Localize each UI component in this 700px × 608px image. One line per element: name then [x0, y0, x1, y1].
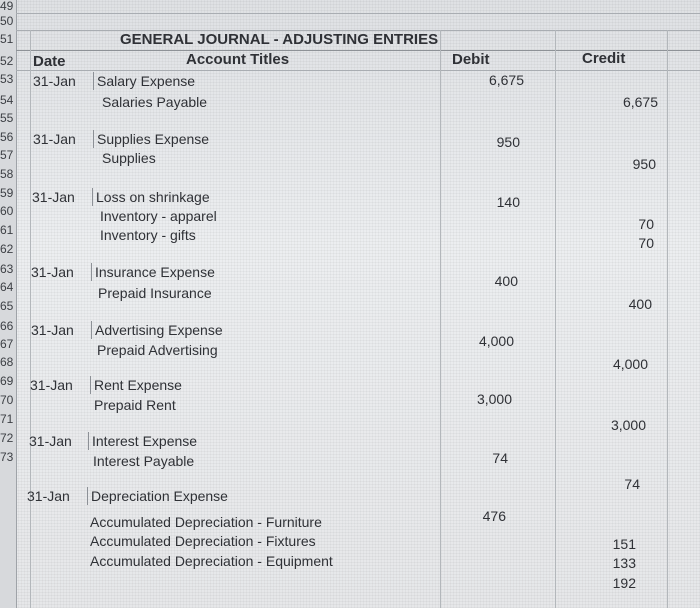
cell-border	[92, 188, 93, 206]
entry-date[interactable]: 31-Jan	[32, 189, 75, 205]
row-number[interactable]: 51	[0, 32, 14, 46]
entry-date[interactable]: 31-Jan	[31, 322, 74, 338]
row-number[interactable]: 54	[0, 93, 14, 107]
debit-amount[interactable]: 400	[494, 273, 518, 289]
grid-line	[555, 30, 556, 608]
cell-border	[93, 130, 94, 148]
cell-border	[91, 263, 92, 281]
credit-amount[interactable]: 3,000	[610, 417, 646, 433]
grid-line	[30, 30, 31, 608]
credit-amount[interactable]: 70	[638, 235, 654, 251]
grid-line	[667, 30, 668, 608]
row-number[interactable]: 69	[0, 374, 14, 388]
credit-account[interactable]: Inventory - apparel	[100, 208, 217, 224]
row-number[interactable]: 71	[0, 412, 14, 426]
debit-account[interactable]: Insurance Expense	[95, 264, 215, 280]
credit-account[interactable]: Accumulated Depreciation - Equipment	[90, 553, 333, 569]
debit-amount[interactable]: 4,000	[478, 333, 514, 349]
row-number[interactable]: 67	[0, 337, 14, 351]
credit-header: Credit	[582, 50, 626, 67]
row-number[interactable]: 55	[0, 111, 14, 125]
date-header: Date	[33, 53, 66, 70]
row-number[interactable]: 59	[0, 186, 14, 200]
row-number[interactable]: 58	[0, 167, 14, 181]
row-number[interactable]: 57	[0, 148, 14, 162]
debit-amount[interactable]: 6,675	[488, 72, 524, 88]
entry-date[interactable]: 31-Jan	[33, 131, 76, 147]
row-number[interactable]: 50	[0, 14, 14, 28]
cell-border	[88, 432, 89, 450]
debit-account[interactable]: Rent Expense	[94, 377, 182, 393]
debit-account[interactable]: Loss on shrinkage	[96, 189, 210, 205]
row-number[interactable]: 68	[0, 355, 14, 369]
credit-account[interactable]: Prepaid Advertising	[97, 342, 218, 358]
row-number[interactable]: 52	[0, 54, 14, 68]
entry-date[interactable]: 31-Jan	[30, 377, 73, 393]
debit-amount[interactable]: 950	[496, 134, 520, 150]
credit-amount[interactable]: 6,675	[622, 94, 658, 110]
row-number[interactable]: 60	[0, 204, 14, 218]
row-number[interactable]: 73	[0, 450, 14, 464]
row-number[interactable]: 62	[0, 242, 14, 256]
debit-amount[interactable]: 3,000	[476, 391, 512, 407]
credit-account[interactable]: Supplies	[102, 150, 156, 166]
grid-line	[16, 70, 700, 71]
credit-account[interactable]: Prepaid Rent	[94, 397, 176, 413]
debit-header: Debit	[452, 51, 490, 68]
row-number[interactable]: 61	[0, 223, 14, 237]
credit-amount[interactable]: 400	[628, 296, 652, 312]
row-number[interactable]: 49	[0, 0, 14, 13]
credit-amount[interactable]: 151	[612, 536, 636, 552]
grid-line	[440, 30, 441, 608]
credit-amount[interactable]: 70	[638, 216, 654, 232]
debit-amount[interactable]: 74	[492, 450, 508, 466]
credit-amount[interactable]: 4,000	[612, 356, 648, 372]
credit-amount[interactable]: 950	[632, 156, 656, 172]
entry-date[interactable]: 31-Jan	[29, 433, 72, 449]
row-number[interactable]: 72	[0, 431, 14, 445]
credit-account[interactable]: Interest Payable	[93, 453, 195, 469]
cell-border	[90, 376, 91, 394]
debit-amount[interactable]: 476	[482, 508, 506, 524]
row-number[interactable]: 70	[0, 393, 14, 407]
cell-border	[87, 487, 88, 505]
credit-account[interactable]: Prepaid Insurance	[98, 285, 212, 301]
debit-amount[interactable]: 140	[496, 194, 520, 210]
debit-account[interactable]: Interest Expense	[92, 433, 198, 449]
cell-border	[93, 72, 94, 90]
entry-date[interactable]: 31-Jan	[31, 264, 74, 280]
entry-date[interactable]: 31-Jan	[33, 73, 76, 89]
cell-border	[91, 321, 92, 339]
credit-amount[interactable]: 74	[624, 476, 640, 492]
credit-account[interactable]: Inventory - gifts	[100, 227, 196, 243]
credit-amount[interactable]: 192	[612, 575, 636, 591]
grid-line	[16, 13, 700, 14]
credit-account[interactable]: Salaries Payable	[102, 94, 208, 110]
debit-account[interactable]: Salary Expense	[97, 73, 196, 89]
row-number[interactable]: 65	[0, 299, 14, 313]
row-number[interactable]: 64	[0, 280, 14, 294]
debit-account[interactable]: Supplies Expense	[97, 131, 210, 147]
entry-date[interactable]: 31-Jan	[27, 488, 70, 504]
debit-account[interactable]: Depreciation Expense	[91, 488, 228, 504]
row-number[interactable]: 66	[0, 319, 14, 333]
credit-account[interactable]: Accumulated Depreciation - Fixtures	[90, 533, 316, 549]
row-number[interactable]: 56	[0, 130, 14, 144]
journal-title: GENERAL JOURNAL - ADJUSTING ENTRIES	[120, 31, 439, 48]
credit-amount[interactable]: 133	[612, 555, 636, 571]
credit-account[interactable]: Accumulated Depreciation - Furniture	[90, 514, 322, 530]
debit-account[interactable]: Advertising Expense	[95, 322, 223, 338]
row-header-column	[0, 0, 17, 608]
row-number[interactable]: 63	[0, 262, 14, 276]
row-number[interactable]: 53	[0, 72, 14, 86]
account-titles-header: Account Titles	[186, 51, 290, 68]
